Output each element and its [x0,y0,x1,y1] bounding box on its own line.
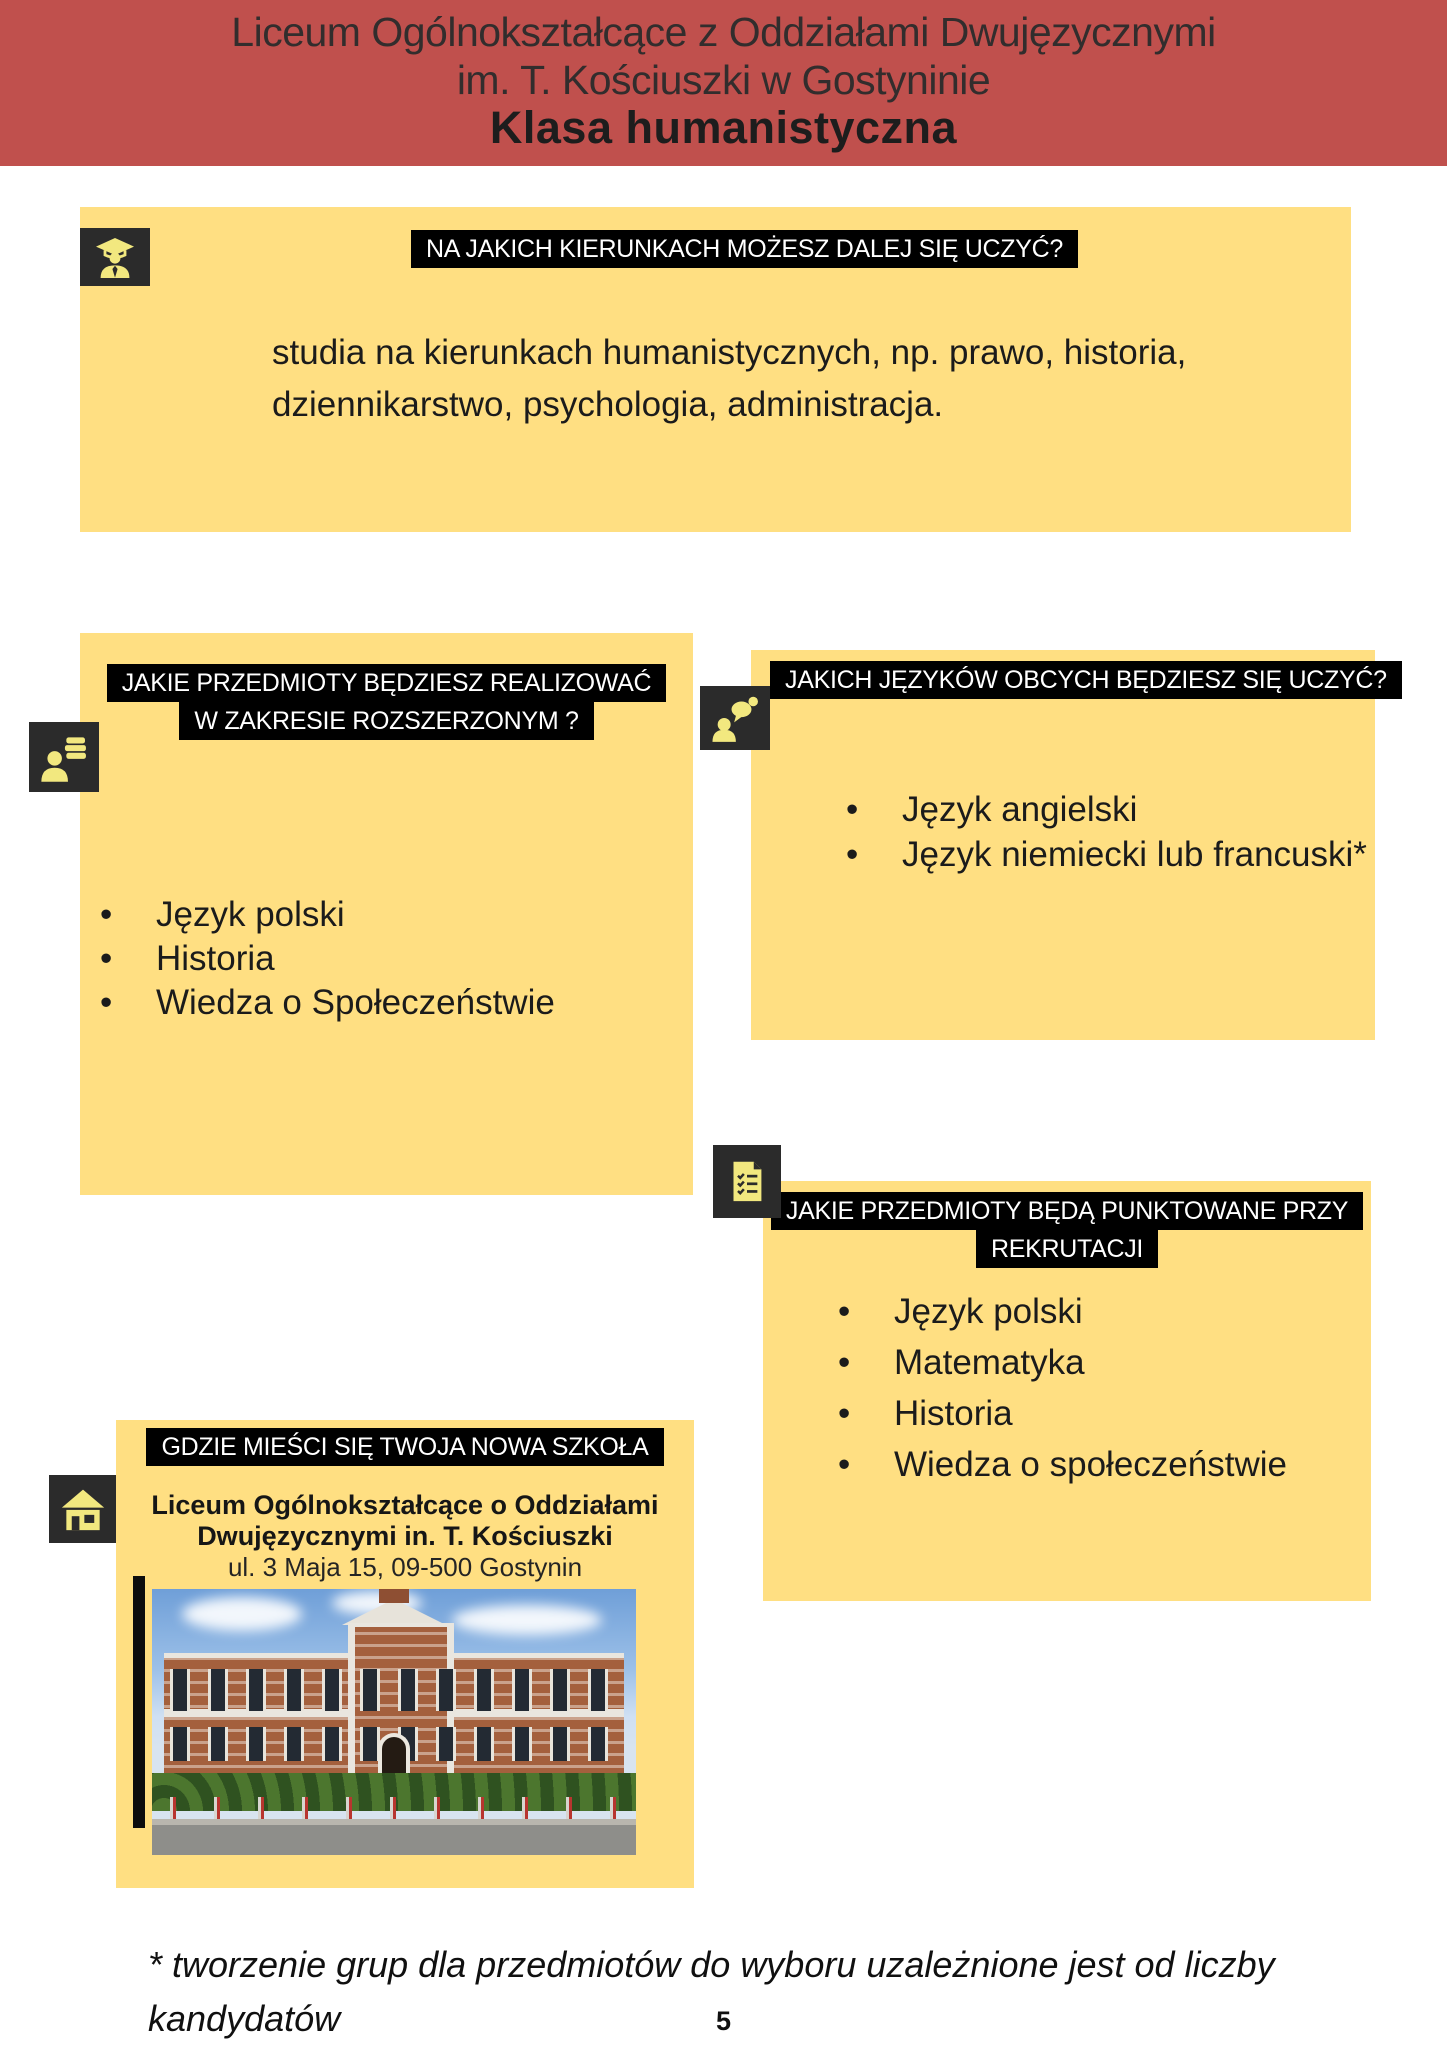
list-item: • Wiedza o społeczeństwie [838,1443,1287,1487]
road [152,1819,636,1855]
list-item: • Matematyka [838,1341,1287,1385]
footnote-line1: * tworzenie grup dla przedmiotów do wyboru uzależnione jest od liczby [148,1944,1275,1985]
window-row-upper [170,1669,622,1711]
house-icon [49,1475,116,1543]
chat-people-icon [700,686,770,750]
school-name-line1: Liceum Ogólnokształcące z Oddziałami Dwujęzycznymi [231,9,1216,55]
further-study-title: NA JAKICH KIERUNKACH MOŻESZ DALEJ SIĘ UCZYĆ? [411,230,1078,268]
list-item: • Język polski [838,1290,1287,1334]
cloud-shape [452,1605,602,1635]
location-title: GDZIE MIEŚCI SIĘ TWOJA NOWA SZKOŁA [146,1428,663,1466]
list-item: • Historia [838,1392,1287,1436]
scored-subjects-title-line2: REKRUTACJI [976,1230,1158,1268]
languages-title: JAKICH JĘZYKÓW OBCYCH BĘDZIESZ SIĘ UCZYĆ? [770,661,1402,699]
extended-subjects-list [100,893,555,1025]
location-title-wrap [116,1428,694,1466]
extended-subjects-title-wrap [80,664,693,740]
extended-subjects-title-line1: JAKIE PRZEDMIOTY BĘDZIESZ REALIZOWAĆ [107,664,667,702]
further-study-title-wrap [411,230,1078,268]
graduate-icon [80,228,150,286]
scored-subjects-title-wrap [763,1192,1371,1268]
people-books-icon [29,722,99,792]
languages-list [846,788,1367,878]
list-item: • Historia [100,937,555,981]
school-name-line2: im. T. Kościuszki w Gostyninie [456,57,991,103]
list-item: • Język polski [100,893,555,937]
list-item: • Język niemiecki lub francuski* [846,833,1367,877]
languages-title-wrap [770,661,1402,699]
page-title: Klasa humanistyczna [489,102,958,153]
list-item: • Język angielski [846,788,1367,832]
extended-subjects-title-line2: W ZAKRESIE ROZSZERZONYM ? [179,702,593,740]
scored-subjects-title-line1: JAKIE PRZEDMIOTY BĘDĄ PUNKTOWANE PRZY [771,1192,1363,1230]
further-study-body [272,327,1186,431]
location-name-line2: Dwujęzycznymi in. T. Kościuszki [197,1521,613,1551]
footnote-line2: kandydatów [148,1998,341,2039]
checklist-document-icon [713,1145,781,1218]
page-number: 5 [715,2006,732,2036]
location-address: ul. 3 Maja 15, 09-500 Gostynin [227,1552,583,1582]
location-name-line1: Liceum Ogólnokształcące o Oddziałami [151,1490,659,1520]
photo-accent-bar [133,1576,145,1828]
further-study-body-line2: dziennikarstwo, psychologia, administracja. [272,385,944,424]
header-band [0,0,1447,166]
school-building-photo [152,1589,636,1855]
cloud-shape [182,1597,302,1631]
building-chimney [379,1589,409,1603]
list-item: • Wiedza o Społeczeństwie [100,981,555,1025]
scored-subjects-list [838,1290,1287,1494]
further-study-body-line1: studia na kierunkach humanistycznych, np. prawo, historia, [272,333,1187,372]
